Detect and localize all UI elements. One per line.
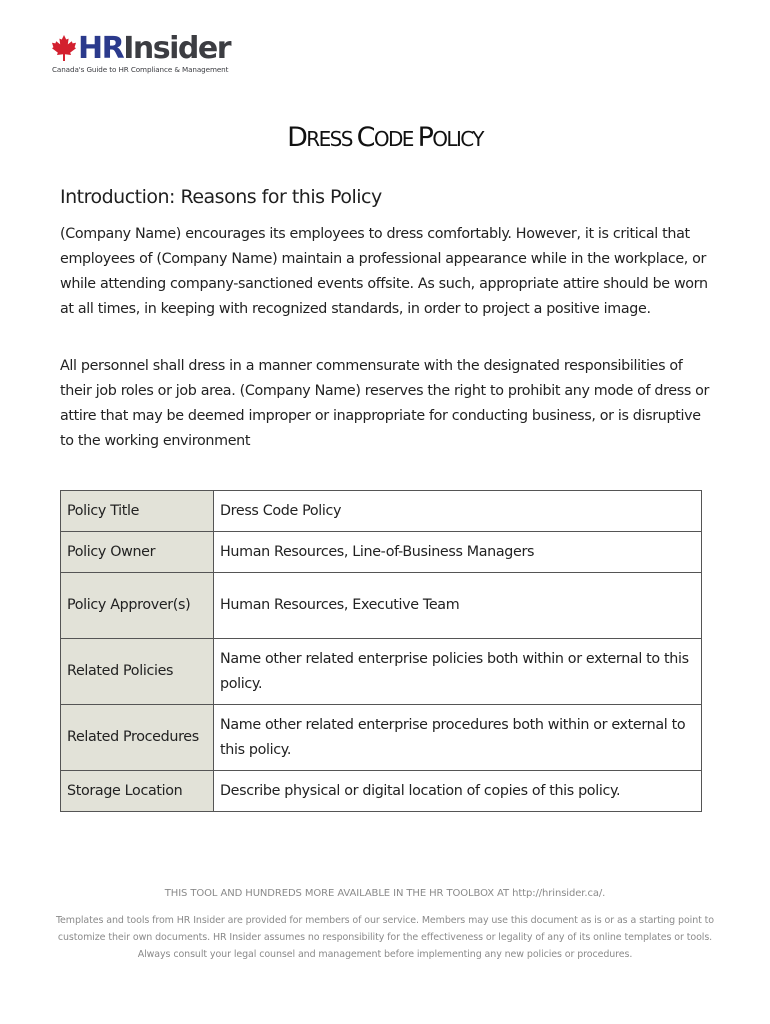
intro-heading: Introduction: Reasons for this Policy bbox=[60, 186, 382, 208]
title-olicy: OLICY bbox=[432, 127, 483, 151]
intro-paragraph-1: (Company Name) encourages its employees to dress comfortably. However, it is critical that employees of (Company Name) maintain a professional appearance while in the workplace, or while attending company-sanctioned events offsite. As such, appropriate attire should be worn at all times, in keeping with recognized standards, in order to project a positive image. bbox=[60, 226, 708, 317]
row-value-related-procedures: Name other related enterprise procedures both within or external to this policy. bbox=[214, 705, 702, 771]
row-label-related-procedures: Related Procedures bbox=[61, 705, 214, 771]
table-row bbox=[61, 491, 702, 532]
row-value-storage-location: Describe physical or digital location of copies of this policy. bbox=[214, 771, 702, 812]
row-label-policy-approvers: Policy Approver(s) bbox=[61, 573, 214, 639]
title-c: C bbox=[356, 122, 374, 153]
row-value-policy-owner: Human Resources, Line-of-Business Managers bbox=[214, 532, 702, 573]
row-value-policy-approvers: Human Resources, Executive Team bbox=[214, 573, 702, 639]
footer-toolbox-note: THIS TOOL AND HUNDREDS MORE AVAILABLE IN THE HR TOOLBOX AT http://hrinsider.ca/. bbox=[164, 888, 606, 899]
table-row bbox=[61, 705, 702, 771]
row-label-storage-location: Storage Location bbox=[61, 771, 214, 812]
row-value-related-policies: Name other related enterprise policies both within or external to this policy. bbox=[214, 639, 702, 705]
logo-tagline: Canada's Guide to HR Compliance & Management bbox=[52, 65, 229, 74]
table-row bbox=[61, 771, 702, 812]
logo-insider-text: Insider bbox=[123, 31, 230, 66]
logo-hr-text: HR bbox=[78, 31, 124, 66]
row-value-policy-title: Dress Code Policy bbox=[214, 491, 702, 532]
title-p: P bbox=[417, 122, 433, 153]
title-ode: ODE bbox=[373, 127, 418, 151]
title-ress: RESS bbox=[306, 127, 357, 151]
row-label-policy-owner: Policy Owner bbox=[61, 532, 214, 573]
footer-disclaimer: Templates and tools from HR Insider are provided for members of our service. Members may use this document as is or as a starting point to customize their own documents. HR Insider assumes no responsibility for the effectiveness or legality of any of its online templates or tools. Always consult your legal counsel and management before implementing any new policies or procedures. bbox=[55, 915, 715, 960]
logo-wordmark bbox=[52, 32, 252, 66]
table-row bbox=[61, 532, 702, 573]
row-label-policy-title: Policy Title bbox=[61, 491, 214, 532]
table-row bbox=[61, 639, 702, 705]
title-d: D bbox=[287, 122, 307, 153]
table-row bbox=[61, 573, 702, 639]
page-title bbox=[0, 120, 770, 157]
maple-leaf-icon bbox=[52, 35, 76, 61]
row-label-related-policies: Related Policies bbox=[61, 639, 214, 705]
intro-paragraph-2: All personnel shall dress in a manner commensurate with the designated responsibilities of their job roles or job area. (Company Name) reserves the right to prohibit any mode of dress or attire that may be deemed improper or inappropriate for conducting business, or is disruptive to the working environment bbox=[60, 358, 710, 449]
policy-info-table bbox=[60, 490, 702, 812]
hr-insider-logo bbox=[52, 32, 252, 76]
